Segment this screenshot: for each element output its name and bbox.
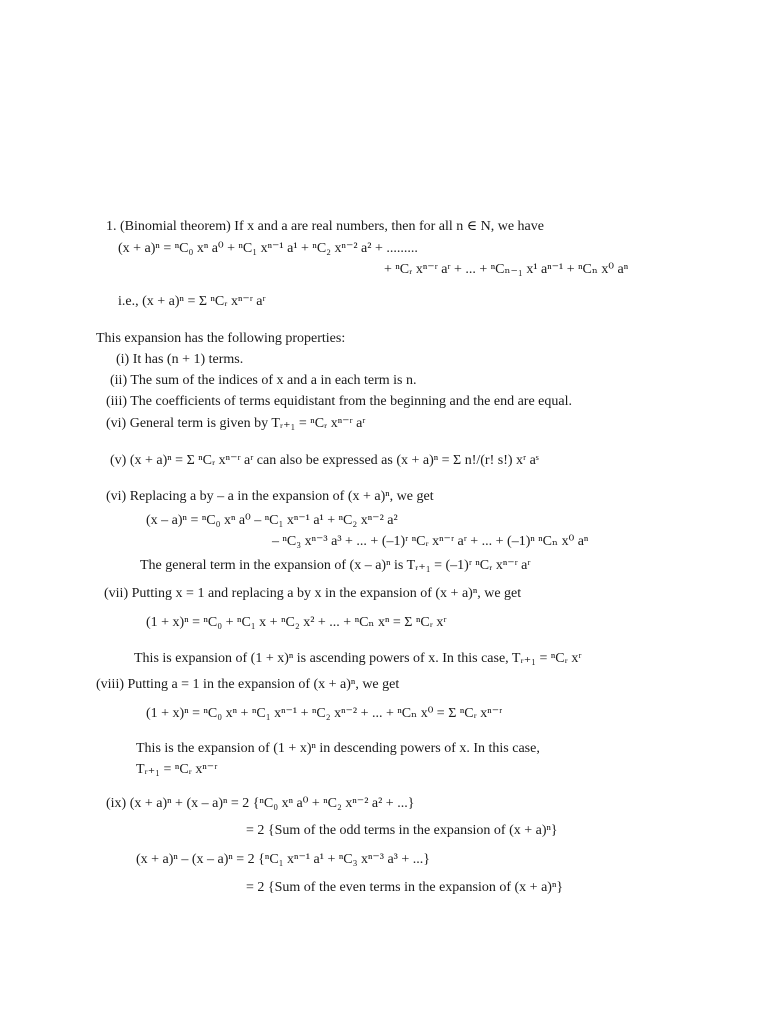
property-v: (v) (x + a)ⁿ = Σ ⁿCᵣ xⁿ⁻ʳ aʳ can also be expressed as (x + a)ⁿ = Σ n!/(r! s!) xʳ aˢ bbox=[110, 453, 539, 468]
property-viii-statement: (viii) Putting a = 1 in the expansion of (x + a)ⁿ, we get bbox=[96, 677, 400, 692]
x-minus-a-general-term: The general term in the expansion of (x – a)ⁿ is Tᵣ₊₁ = (–1)ʳ ⁿCᵣ xⁿ⁻ʳ aʳ bbox=[140, 558, 531, 573]
property-i: (i) It has (n + 1) terms. bbox=[116, 352, 244, 367]
summation-form: i.e., (x + a)ⁿ = Σ ⁿCᵣ xⁿ⁻ʳ aʳ bbox=[118, 294, 266, 309]
descending-general-term: Tᵣ₊₁ = ⁿCᵣ xⁿ⁻ʳ bbox=[136, 762, 218, 777]
property-vii-statement: (vii) Putting x = 1 and replacing a by x in the expansion of (x + a)ⁿ, we get bbox=[104, 586, 522, 601]
descending-note: This is the expansion of (1 + x)ⁿ in descending powers of x. In this case, bbox=[136, 741, 540, 756]
expansion-line-2: + ⁿCᵣ xⁿ⁻ʳ aʳ + ... + ⁿCₙ₋₁ x¹ aⁿ⁻¹ + ⁿCₙ x⁰ aⁿ bbox=[384, 262, 629, 277]
odd-terms-note: = 2 {Sum of the odd terms in the expansion of (x + a)ⁿ} bbox=[246, 823, 558, 838]
property-ix-difference: (x + a)ⁿ – (x – a)ⁿ = 2 {ⁿC₁ xⁿ⁻¹ a¹ + ⁿC₃ xⁿ⁻³ a³ + ...} bbox=[136, 852, 430, 867]
expansion-line-1: (x + a)ⁿ = ⁿC₀ xⁿ a⁰ + ⁿC₁ xⁿ⁻¹ a¹ + ⁿC₂ xⁿ⁻² a² + ......... bbox=[118, 241, 418, 256]
property-ix-sum: (ix) (x + a)ⁿ + (x – a)ⁿ = 2 {ⁿC₀ xⁿ a⁰ + ⁿC₂ xⁿ⁻² a² + ...} bbox=[106, 796, 415, 811]
binomial-theorem-statement: 1. (Binomial theorem) If x and a are real numbers, then for all n ∈ N, we have bbox=[106, 219, 544, 234]
property-ii: (ii) The sum of the indices of x and a in each term is n. bbox=[110, 373, 417, 388]
property-vi-statement: (vi) Replacing a by – a in the expansion of (x + a)ⁿ, we get bbox=[106, 489, 434, 504]
ascending-note: This is expansion of (1 + x)ⁿ is ascending powers of x. In this case, Tᵣ₊₁ = ⁿCᵣ xʳ bbox=[134, 651, 582, 666]
x-minus-a-expansion-1: (x – a)ⁿ = ⁿC₀ xⁿ a⁰ – ⁿC₁ xⁿ⁻¹ a¹ + ⁿC₂ xⁿ⁻² a² bbox=[146, 513, 398, 528]
one-plus-x-ascending: (1 + x)ⁿ = ⁿC₀ + ⁿC₁ x + ⁿC₂ x² + ... + ⁿCₙ xⁿ = Σ ⁿCᵣ xʳ bbox=[146, 615, 447, 630]
even-terms-note: = 2 {Sum of the even terms in the expansion of (x + a)ⁿ} bbox=[246, 880, 564, 895]
x-minus-a-expansion-2: – ⁿC₃ xⁿ⁻³ a³ + ... + (–1)ʳ ⁿCᵣ xⁿ⁻ʳ aʳ + ... + (–1)ⁿ ⁿCₙ x⁰ aⁿ bbox=[272, 534, 589, 549]
property-iii: (iii) The coefficients of terms equidistant from the beginning and the end are equal. bbox=[106, 394, 572, 409]
property-general-term: (vi) General term is given by Tᵣ₊₁ = ⁿCᵣ xⁿ⁻ʳ aʳ bbox=[106, 416, 366, 431]
one-plus-x-descending: (1 + x)ⁿ = ⁿC₀ xⁿ + ⁿC₁ xⁿ⁻¹ + ⁿC₂ xⁿ⁻² + ... + ⁿCₙ x⁰ = Σ ⁿCᵣ xⁿ⁻ʳ bbox=[146, 706, 503, 721]
properties-heading: This expansion has the following properties: bbox=[96, 331, 346, 346]
